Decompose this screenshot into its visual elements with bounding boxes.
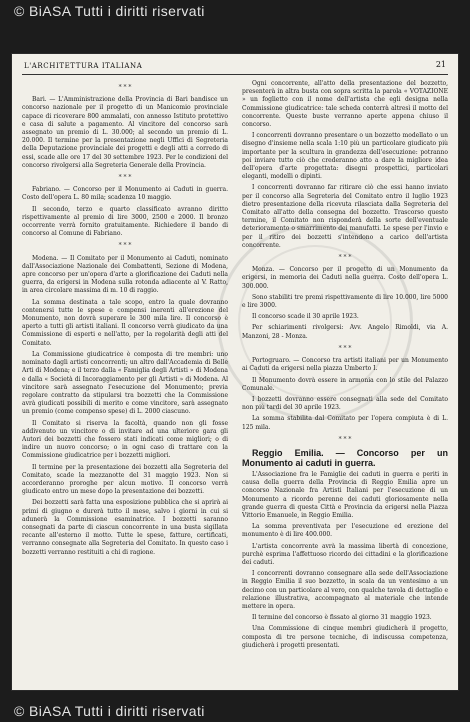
notice-monza: Monza. — Concorso per il progetto di un Monumento da erigersi, in memoria dei Caduti nella guerra. Costo dell'opera L. 300.000. [242, 266, 448, 290]
notice-modena-materials: I concorrenti dovranno presentare o un bozzetto modellato o un disegno d'insieme nella scala 1:10 più un particolare giudicato più importante per la scultura in grandezza dell'esecuzione: potranno poi inviare tutto ciò che crederanno atto a dare la migliore idea dell'opera d'arte progettata: disegni prospettici, particolari eleganti, modelli o dipinti. [242, 132, 448, 181]
running-header [22, 60, 448, 75]
section-stars: * * * [338, 344, 352, 352]
notice-monza-contact: Per schiarimenti rivolgersi: Avv. Angelo Rimoldi, via A. Manzoni, 28 - Monza. [242, 324, 448, 340]
notice-bari: Bari. — L'Amministrazione della Provincia di Bari bandisce un concorso nazionale per il progetto di un Manicomio provinciale capace di ricoverare 800 ammalati, con annesso Istituto protettivo e casa di salute a pagamento. Al vincitore del concorso sarà assegnato un premio di L. 30.000; al secondo un premio di L. 20.000. Il termine per la presentazione negli Uffici di Segreteria della Deputazione provinciale dei progetti e degli atti a corredo di essi, scade alle ore 17 del 30 settembre 1923. Per le condizioni del concorso rivolgersi alla Segreteria Generale della Provincia. [22, 96, 228, 169]
right-column [242, 80, 448, 684]
notice-fabriano: Fabriano. — Concorso per il Monumento ai Caduti in guerra. Costo dell'opera L. 80 mila; scadenza 10 maggio. [22, 186, 228, 202]
notice-reggio-deadline: Il termine del concorso è fissato al giorno 31 maggio 1923. [252, 614, 432, 622]
watermark-bottom: © BiASA Tutti i diritti riservati [14, 703, 205, 719]
notice-reggio-submission: I concorrenti dovranno consegnare alla sede dell'Associazione in Reggio Emilia il suo bozzetto, in scala da un ventesimo a un decimo con un particolare al vero, con qualche tavola di dettaglio e relazione illustrativa, accompagnato al materiale che intende mettere in opera. [242, 570, 448, 610]
section-stars: * * * [338, 435, 352, 443]
notice-modena-budget: La somma destinata a tale scopo, entro la quale dovranno contenersi tutte le spese e compensi inerenti all'erezione del Monumento, non dovrà superare le 300 mila lire. Il concorso è aperto a tutti gli artisti italiani. Il concorso verrà giudicato da una Commissione di esperti e nell'atto, per la regolarità degli atti del Comitato. [22, 298, 228, 347]
section-stars: * * * [338, 254, 352, 262]
watermark-top: © BiASA Tutti i diritti riservati [14, 3, 205, 19]
section-stars: * * * [118, 84, 132, 91]
notice-modena-deadline: Il termine per la presentazione dei bozzetti alla Segreteria del Comitato, scade la mezzanotte del 31 maggio 1923. Non si accorderanno proroghe per alcun motivo. Il concorso verrà giudicato entro un mese dopo la presentazione dei bozzetti. [22, 463, 228, 496]
document-page [12, 54, 458, 690]
section-stars: * * * [118, 174, 132, 182]
section-stars: * * * [118, 242, 132, 250]
left-column [22, 80, 228, 684]
notice-modena-exhibition: Dei bozzetti sarà fatta una esposizione pubblica che si aprirà ai primi di giugno e durerà tutto il mese, salvo i giorni in cui si adunerà la Commissione esaminatrice. I bozzetti saranno consegnati da parte di ciascun concorrente in una busta sigillata recante all'esterno il motto. Tutte le spese, fatture, certificati, verranno consegnate alla Segreteria del Comitato. In questo caso i bozzetti verranno restituiti a chi di ragione. [22, 499, 228, 556]
notice-portogruaro: Portogruaro. — Concorso tra artisti italiani per un Monumento ai Caduti da erigersi nella piazza Umberto I. [242, 357, 448, 373]
notice-modena-voting: Ogni concorrente, all'atto della presentazione del bozzetto, presenterà in altra busta con sopra scritta la parola « VOTAZIONE » un foglietto con il nome dell'artista che egli designa nella Commissione giudicatrice: tale scheda conterrà altresì il motto del concorrente. Queste buste verranno aperte appena chiuso il concorso. [242, 80, 448, 129]
notice-modena-commission: La Commissione giudicatrice è composta di tre membri: uno nominato dagli artisti concorrenti; un altro dall'Accademia di Belle Arti di Modena; e il terzo dalla « Famiglia degli Artisti » di Modena e dalla « Società di Incoraggiamento per gli Artisti » di Modena. Al vincitore sarà assegnato l'esecuzione del Monumento; previa regolare contratto da stipularsi tra bozzetti che la Commissione avrà giudicati possibili di merito e come vincitore, sarà assegnato un premio (come compenso spese) di L. 2000 ciascuno. [22, 350, 228, 416]
notice-modena: Modena. — Il Comitato per il Monumento ai Caduti, nominato dall'Associazione Nazionale dei Combattenti, Sezione di Modena, apre concorso per un'opera d'arte a glorificazione dei Caduti nella guerra, da erigersi in Modena sulla rotonda adiacente al V. Ratto, in area circolare massima di m. 10 di raggio. [22, 254, 228, 295]
notice-monza-deadline: Il concorso scade il 30 aprile 1923. [252, 313, 359, 321]
notice-fabriano-detail: Il secondo, terzo e quarto classificato avranno diritto rispettivamente al premio di lire 3000, 2500 e 2000. Il bronzo occorrente verrà fornito gratuitamente. Richiedere il bando di concorso al Comune di Fabriano. [22, 205, 228, 238]
notice-reggio-budget: La somma preventivata per l'esecuzione ed erezione del monumento è di lire 400.000. [242, 523, 448, 539]
notice-monza-prizes: Sono stabiliti tre premi rispettivamente di lire 10.000, lire 5000 e lire 3000. [242, 293, 448, 310]
notice-reggio-commission: Una Commissione di cinque membri giudicherà il progetto, composta di tre persone tecniche, di indiscussa competenza, giudicherà i progetti presentati. [242, 625, 448, 649]
notice-reggio-heading: Reggio Emilia. — Concorso per un Monumento ai caduti in guerra. [242, 447, 448, 468]
notice-portogruaro-budget: La somma stabilita dal Comitato per l'opera compiuta è di L. 125 mila. [242, 415, 448, 431]
notice-modena-withdrawal: I concorrenti dovranno far ritirare ciò che essi hanno inviato per il concorso alla Segreteria del Comitato entro il luglio 1923 dietro presentazione della ricevuta rilasciata dalla Segreteria del Comitato all'atto della consegna del bozzetto. Trascorso questo termine, il Comitato non risponderà della sorte dell'eventuale deterioramento o smarrimento dei manufatti. Le spese per l'invio e per il ritiro dei bozzetti s'intendono a carico dell'artista concorrente. [242, 184, 448, 249]
journal-title: L'ARCHITETTURA ITALIANA [24, 62, 143, 70]
notice-portogruaro-style: Il Monumento dovrà essere in armonia con lo stile del Palazzo Comunale. [242, 376, 448, 392]
notice-reggio: L'Associazione fra le Famiglie dei caduti in guerra e periti in causa della guerra della Provincia di Reggio Emilia apre un concorso Nazionale fra Artisti Italiani per l'esecuzione di un Monumento a ricordo perenne dei caduti gloriosamente nella grande guerra di questa Città e Provincia da erigersi nella Piazza Vittorio Emanuele, in Reggio Emilia. [242, 470, 448, 519]
notice-portogruaro-deadline: I bozzetti dovranno essere consegnati alla sede del Comitato non più tardi del 30 aprile 1923. [242, 395, 448, 412]
notice-modena-rights: Il Comitato si riserva la facoltà, quando non gli fosse addivenuto un vincitore o di invitare ad una ulteriore gara gli Autori dei bozzetti che fossero stati indicati come migliori; o di indire un nuovo concorso; o in ogni caso di trattare con la Commissione giudicatrice per i bozzetti migliori. [22, 419, 228, 460]
page-number: 21 [435, 60, 446, 69]
notice-reggio-freedom: L'artista concorrente avrà la massima libertà di concezione, purchè esprima l'affettuoso ricordo dei cittadini e la glorificazione dei caduti. [242, 542, 448, 566]
